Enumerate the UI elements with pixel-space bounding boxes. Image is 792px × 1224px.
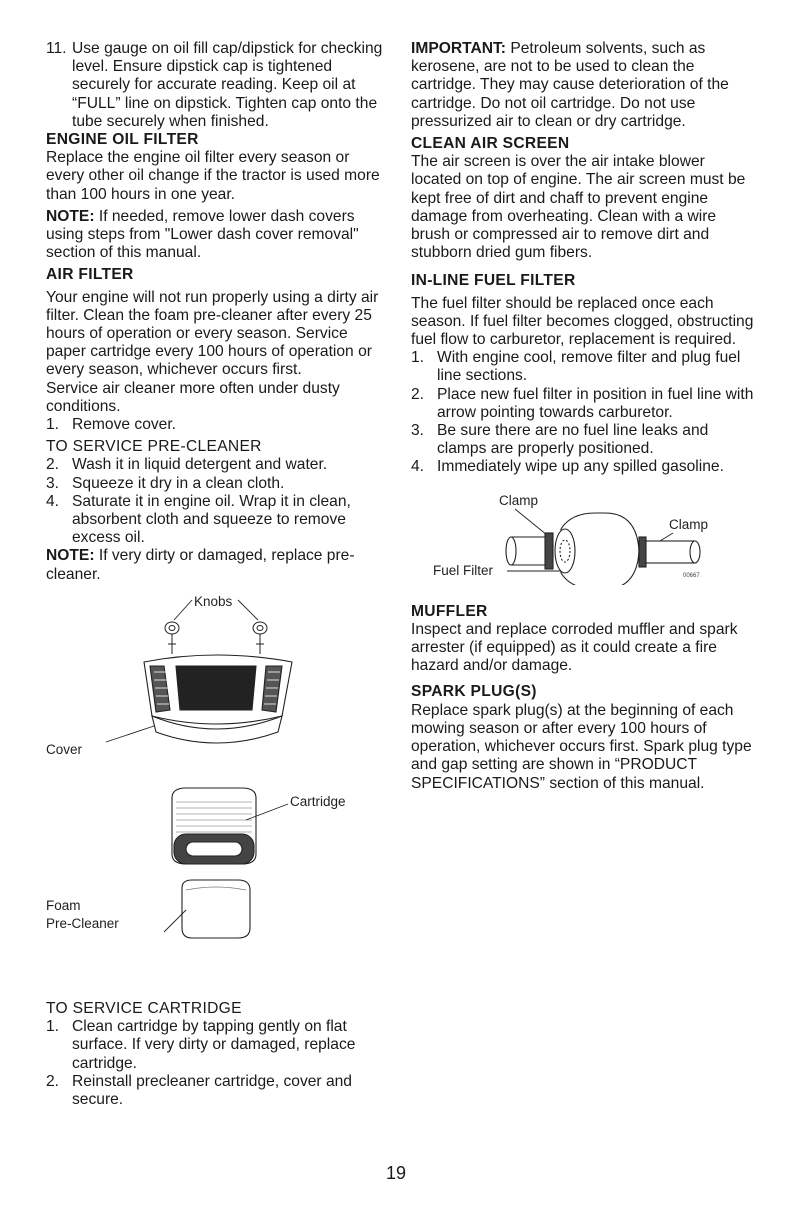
clamp-label: Clamp — [669, 516, 709, 532]
step-number: 1. — [411, 349, 425, 367]
step-text: Immediately wipe up any spilled gasoline. — [437, 458, 724, 476]
spark-plug-text: Replace spark plug(s) at the beginning of each mowing season or after every 100 hours of operation, whichever occurs first. Spark plug type and gap setting are shown in “PRODUCT SPECIFICATIONS” section of this manual. — [411, 701, 752, 792]
muffler-heading: MUFFLER — [411, 602, 488, 620]
step-number: 1. — [46, 416, 60, 434]
air-filter-dusty-text: Service air cleaner more often under dusty conditions. — [46, 379, 340, 415]
fuel-step — [411, 458, 756, 476]
note-dash-covers — [46, 208, 391, 263]
step-text: Wash it in liquid detergent and water. — [72, 456, 328, 474]
left-column — [46, 40, 391, 1109]
important-label: IMPORTANT: — [411, 40, 506, 57]
pre-step — [46, 493, 391, 548]
clamp-label: Clamp — [499, 492, 539, 508]
step-number: 3. — [46, 474, 60, 492]
cart-step — [46, 1018, 391, 1073]
step-text: Saturate it in engine oil. Wrap it in clean, absorbent cloth and squeeze to remove excess oil. — [72, 492, 351, 547]
right-column — [411, 40, 756, 793]
step-text: Remove cover. — [72, 416, 177, 434]
step-number: 4. — [46, 492, 60, 510]
step-remove-cover — [46, 416, 391, 434]
note-text: If very dirty or damaged, replace pre-cleaner. — [46, 547, 355, 583]
fuel-filter-heading: IN-LINE FUEL FILTER — [411, 272, 576, 290]
step-number: 2. — [46, 1072, 60, 1090]
step-number: 3. — [411, 422, 425, 440]
muffler-text: Inspect and replace corroded muffler and spark arrester (if equipped) as it could create a fire hazard and/or damage. — [411, 620, 738, 675]
figure-code: 00667 — [683, 572, 700, 579]
knob-icon — [165, 622, 179, 654]
air-filter-text: Your engine will not run properly using a dirty air filter. Clean the foam pre-cleaner after every 25 hours of operation or every season. Service paper cartridge every 100 hours of operation or every season, whichever occurs first. — [46, 288, 379, 379]
clean-air-screen-heading: CLEAN AIR SCREEN — [411, 135, 570, 153]
step-text: Place new fuel filter in position in fuel line with arrow pointing towards carburetor. — [437, 385, 754, 421]
note-pre-cleaner — [46, 547, 391, 583]
fuel-step — [411, 386, 756, 422]
pre-cleaner-label: Pre-Cleaner — [46, 915, 119, 931]
fuel-filter-figure — [411, 485, 756, 585]
knob-icon — [253, 622, 267, 654]
clean-air-screen-text: The air screen is over the air intake blower located on top of engine. The air screen must be kept free of dirt and chaff to prevent engine damage from overheating. Clean with a wire brush or compressed air to remove dirt and stubborn dried gum fibers. — [411, 153, 746, 262]
fuel-filter-text: The fuel filter should be replaced once each season. If fuel filter becomes clogged, obstructing fuel flow to carburetor, replacement is required. — [411, 294, 754, 349]
pre-step — [46, 475, 391, 493]
foam-pre-cleaner-drawing — [164, 880, 250, 938]
step-text: Be sure there are no fuel line leaks and clamps are properly positioned. — [437, 422, 709, 458]
step-text: Clean cartridge by tapping gently on flat surface. If very dirty or damaged, replace cartridge. — [72, 1018, 356, 1072]
fuel-step — [411, 349, 756, 385]
step-text: With engine cool, remove filter and plug fuel line sections. — [437, 349, 741, 385]
foam-label: Foam — [46, 897, 81, 913]
important-text: Petroleum solvents, such as kerosene, are not to be used to clean the cartridge. They may cause deterioration of the cartridge. Do not oil cartridge. Do not use pressurized air to clean or dry cartridge. — [411, 40, 729, 130]
step-number: 11. — [46, 40, 67, 57]
knobs-label: Knobs — [194, 593, 233, 609]
cartridge-drawing — [172, 788, 288, 864]
cartridge-label: Cartridge — [290, 793, 346, 809]
air-filter-heading: AIR FILTER — [46, 266, 134, 284]
cover-drawing — [106, 655, 292, 743]
cart-step — [46, 1073, 391, 1109]
step-number: 4. — [411, 458, 425, 476]
note-label: NOTE: — [46, 547, 95, 565]
note-text: If needed, remove lower dash covers using steps from "Lower dash cover removal" section of this manual. — [46, 207, 359, 262]
step-number: 2. — [411, 385, 425, 403]
step-11 — [46, 40, 391, 131]
step-text: Reinstall precleaner cartridge, cover and secure. — [72, 1072, 352, 1108]
important-note — [411, 40, 756, 131]
pre-cleaner-heading: TO SERVICE PRE-CLEANER — [46, 438, 262, 456]
step-number: 1. — [46, 1018, 60, 1036]
note-label: NOTE: — [46, 207, 95, 225]
step-text: Use gauge on oil fill cap/dipstick for checking level. Ensure dipstick cap is tightened securely for accurate reading. Keep oil at “FULL” line on dipstick. Tighten cap onto the tube securely when finished. — [72, 40, 383, 130]
spark-plug-heading: SPARK PLUG(S) — [411, 683, 537, 701]
fuel-step — [411, 422, 756, 458]
step-number: 2. — [46, 456, 60, 474]
cartridge-heading: TO SERVICE CARTRIDGE — [46, 999, 242, 1017]
step-text: Squeeze it dry in a clean cloth. — [72, 474, 285, 492]
cover-label: Cover — [46, 741, 83, 757]
engine-oil-filter-text: Replace the engine oil filter every season or every other oil change if the tractor is used more than 100 hours in one year. — [46, 149, 380, 203]
pre-step — [46, 456, 391, 474]
fuel-filter-label: Fuel Filter — [433, 562, 494, 578]
page-number: 19 — [385, 1163, 407, 1183]
air-filter-figure — [46, 592, 391, 992]
engine-oil-filter-heading: ENGINE OIL FILTER — [46, 131, 199, 149]
